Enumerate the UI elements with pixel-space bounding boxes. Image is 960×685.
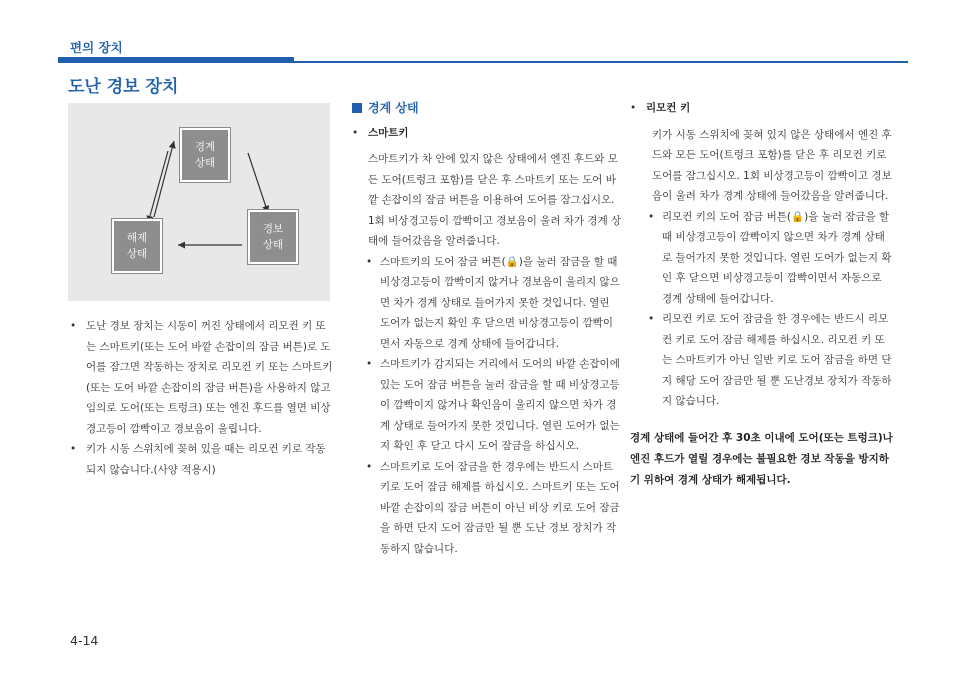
- paragraph: 키가 시동 스위치에 꽂혀 있지 않은 상태에서 엔진 후드와 모든 도어(트렁크 포함)를 닫은 후 리모컨 키로 도어를 잠그십시오. 1회 비상경고등이 깜빡이고 경보음이 울려 차가 경계 상태에 들어갔음을 알려줍니다.: [652, 128, 892, 202]
- arrow-armed-to-alarm: [248, 153, 268, 213]
- bullet-dot: •: [366, 460, 373, 473]
- bullet-dot: •: [366, 358, 373, 370]
- subheading-text: 경계 상태: [368, 101, 419, 115]
- bullet-dot: •: [630, 102, 637, 114]
- paragraph: 스마트키가 차 안에 있지 않은 상태에서 엔진 후드와 모든 도어(트렁크 포함)를 닫은 후 스마트키 또는 도어 바깥 손잡이의 잠금 버튼을 이용하여 도어를 잠그십시오.: [368, 153, 618, 206]
- alarm-label-line2: 상태: [262, 239, 284, 251]
- paragraph: 1회 비상경고등이 깜빡이고 경보음이 울려 차가 경계 상태에 들어갔음을 알려줍니다.: [368, 214, 622, 247]
- bullet-dot: •: [648, 210, 655, 223]
- armed-label-line2: 상태: [194, 157, 216, 169]
- header-title: 편의 장치: [70, 40, 123, 55]
- bullet-dot: •: [366, 255, 373, 268]
- bullet-text: 키가 시동 스위치에 꽂혀 있을 때는 리모컨 키로 작동되지 않습니다.(사양 적용시): [86, 443, 326, 476]
- column-right: [630, 98, 894, 491]
- state-diagram: [68, 103, 330, 301]
- armed-state-box: [180, 128, 230, 182]
- alarm-label-line1: 경보: [262, 223, 284, 235]
- sub-bullet-text: 스마트키의 도어 잠금 버튼(🔒)을 눌러 잠금을 할 때 비상경고등이 깜빡이지 않거나 경보음이 울리지 않으면 차가 경계 상태로 들어가지 못한 것입니다. 열린 도어가 없는지 확인 후 닫으면 비상경고등이 깜빡이면서 자동으로 경계 상태에 들어갑니다.: [380, 255, 620, 350]
- sub-bullet-item: [648, 309, 894, 412]
- arrow-armed-to-release: [148, 151, 168, 223]
- bullet-dot: •: [70, 320, 77, 332]
- alarm-state-box: [248, 210, 298, 264]
- sub-bullet-text: 리모컨 키로 도어 잠금을 한 경우에는 반드시 리모컨 키로 도어 잠금 해제를 하십시오. 리모컨 키 또는 스마트키가 아닌 일반 키로 도어 잠금을 하면 단지 해당 도어 잠금만 될 뿐 도난경보 장치가 작동하지 않습니다.: [662, 313, 892, 407]
- section-title: 도난 경보 장치: [68, 77, 179, 97]
- bullet-item: [70, 316, 334, 439]
- sub-bullet-text: 스마트키로 도어 잠금을 한 경우에는 반드시 스마트키로 도어 잠금 해제를 하십시오. 스마트키 또는 도어 바깥 손잡이의 잠금 버튼이 아닌 비상 키로 도어 잠금을 하면 단지 도어 잠금만 될 뿐 도난 경보 장치가 작동하지 않습니다.: [380, 460, 620, 555]
- release-label-line2: 상태: [126, 248, 148, 260]
- bullet-text: 도난 경보 장치는 시동이 꺼진 상태에서 리모컨 키 또는 스마트키(또는 도어 바깥 손잡이의 잠금 버튼)로 도어를 잠그면 작동하는 장치로 리모컨 키 또는 스마트키(또는 도어 바깥 손잡이의 잠금 버튼)을 사용하지 않고 임의로 도어(또는 트렁크) 또는 엔진 후드를 열면 비상경고등이 깜빡이고 경보음이 울립니다.: [86, 320, 333, 435]
- warning-note: 경계 상태에 들어간 후 30초 이내에 도어(또는 트렁크)나 엔진 후드가 열릴 경우에는 불필요한 경보 작동을 방지하기 위하여 경계 상태가 해제됩니다.: [630, 431, 893, 486]
- bullet-item: [630, 98, 894, 119]
- bullet-dot: •: [352, 126, 359, 139]
- column-middle: [352, 98, 622, 559]
- sub-bullet-item: [366, 457, 622, 560]
- sub-bullet-text: 리모컨 키의 도어 잠금 버튼(🔒)을 눌러 잠금을 할 때 비상경고등이 깜빡이지 않으면 차가 경계 상태로 들어가지 못한 것입니다. 열린 도어가 없는지 확인 후 닫으면 비상경고등이 깜빡이면서 자동으로 경계 상태에 들어갑니다.: [662, 210, 892, 305]
- armed-label-line1: 경계: [194, 141, 216, 153]
- bullet-item: [70, 439, 334, 480]
- bullet-item: [352, 123, 622, 144]
- page-number: 4-14: [70, 633, 99, 648]
- subheading-armed-state: [352, 98, 622, 119]
- arrow-release-to-armed: [154, 141, 174, 217]
- sub-bullet-item: [648, 207, 894, 310]
- square-bullet-icon: [352, 103, 362, 113]
- remote-key-title: 리모컨 키: [646, 102, 691, 114]
- header-bar-thin: [294, 61, 908, 63]
- column-left: [70, 316, 334, 480]
- sub-bullet-text: 스마트키가 감지되는 거리에서 도어의 바깥 손잡이에 있는 도어 잠금 버튼을 눌러 잠금을 할 때 비상경고등이 깜빡이지 않거나 확인음이 울리지 않으면 차가 경계 상태로 들어가지 못한 것입니다. 열린 도어가 없는지 확인 후 닫고 다시 도어 잠금을 하십시오.: [380, 358, 620, 452]
- release-label-line1: 해제: [126, 232, 148, 244]
- release-state-box: [112, 219, 162, 273]
- bullet-dot: •: [648, 313, 655, 325]
- header-bar-thick: [58, 57, 294, 63]
- smartkey-title: 스마트키: [368, 126, 409, 139]
- sub-bullet-item: [366, 252, 622, 355]
- sub-bullet-item: [366, 354, 622, 457]
- bullet-dot: •: [70, 443, 77, 455]
